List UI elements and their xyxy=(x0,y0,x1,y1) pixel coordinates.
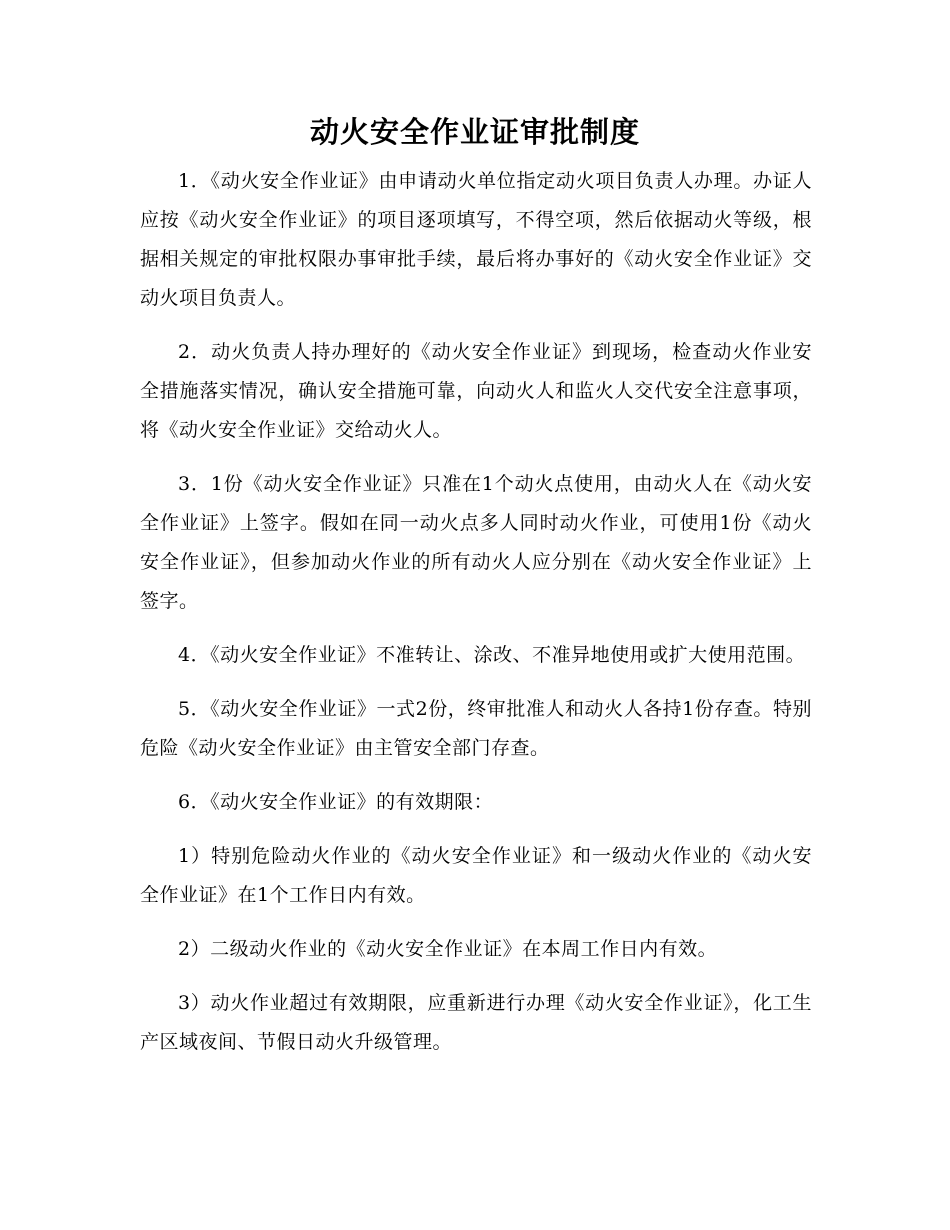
paragraph-6-item-2: 2）二级动火作业的《动火安全作业证》在本周工作日内有效。 xyxy=(178,938,718,960)
paragraph-6: 6．《动火安全作业证》的有效期限： xyxy=(178,791,494,813)
paragraph-4: 4．《动火安全作业证》不准转让、涂改、不准异地使用或扩大使用范围。 xyxy=(178,644,806,666)
document-body xyxy=(140,162,812,1077)
paragraph-2: 2．动火负责人持办理好的《动火安全作业证》到现场，检查动火作业安全措施落实情况，确认安全措施可靠，向动火人和监火人交代安全注意事项，将《动火安全作业证》交给动火人。 xyxy=(140,341,812,441)
paragraph-3: 3．1份《动火安全作业证》只准在1个动火点使用，由动火人在《动火安全作业证》上签字。假如在同一动火点多人同时动火作业，可使用1份《动火安全作业证》，但参加动火作业的所有动火人应分别在《动火安全作业证》上签字。 xyxy=(140,473,812,612)
paragraph-6-item-1: 1）特别危险动火作业的《动火安全作业证》和一级动火作业的《动火安全作业证》在1个工作日内有效。 xyxy=(140,845,812,906)
document-title: 动火安全作业证审批制度 xyxy=(309,115,640,149)
paragraph-1: 1．《动火安全作业证》由申请动火单位指定动火项目负责人办理。办证人应按《动火安全作业证》的项目逐项填写，不得空项，然后依据动火等级，根据相关规定的审批权限办事审批手续，最后将办事好的《动火安全作业证》交动火项目负责人。 xyxy=(140,170,812,309)
paragraph-6-item-3: 3）动火作业超过有效期限，应重新进行办理《动火安全作业证》，化工生产区域夜间、节假日动火升级管理。 xyxy=(140,992,812,1053)
paragraph-5: 5．《动火安全作业证》一式2份，终审批准人和动火人各持1份存查。特别危险《动火安全作业证》由主管安全部门存查。 xyxy=(140,698,812,759)
